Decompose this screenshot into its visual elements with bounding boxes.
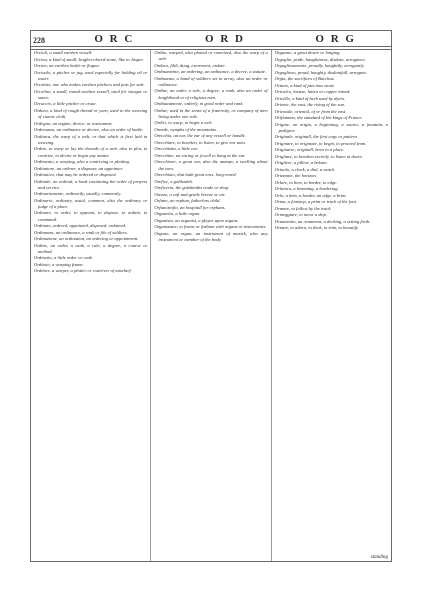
dictionary-entry: Origliere, a pillow, a bolster. xyxy=(274,160,328,166)
dictionary-entry: Orma, a footstep, a print or track of the foot. xyxy=(274,199,358,205)
dictionary-entry: Orientale, oriental, of or from the east. xyxy=(274,108,347,114)
dictionary-entry: Orgia, the sacrifices of Bacchus. xyxy=(274,76,335,81)
dictionary-entry: Ordinale, an ordinal, a book containing the order of prayers and service. xyxy=(34,178,148,190)
dictionary-entry: Oreade, nymphs of the mountains. xyxy=(154,126,218,132)
dictionary-entry: Ordinanza, an ordinance, a rank or file of soldiers. xyxy=(34,229,128,235)
dictionary-entry: Orcolino, a small, round earthen vessell, used for vinegar or sauce. xyxy=(34,88,148,100)
dictionary-entry: Ordito, warped, also plotted or contrived, also the warp of a web. xyxy=(154,50,268,62)
dictionary-entry: Orfanotrofio, an hospitall for orphans. xyxy=(154,204,226,210)
dictionary-entry: Oricalco, brasse, latten or copper mixed. xyxy=(274,89,351,94)
dictionary-column-1 xyxy=(31,50,150,561)
dictionary-entry: Ordinare, to order, to appoint, to dispose, to ordain, to command. xyxy=(34,210,148,222)
dictionary-entry: Ornamento, an ornament, a decking, a setting forth. xyxy=(274,218,371,224)
dictionary-entry: Ordinanza, a band of soldiers set in array, also an order or ordinance. xyxy=(154,75,268,87)
dictionary-entry: Oriano, a kind of precious stone. xyxy=(274,82,336,88)
dictionary-entry: Orcuccio, a little pitcher or cruse. xyxy=(34,101,97,107)
dictionary-entry: Ordine, used in the sense of a fraternity, or company of men living under one rule. xyxy=(154,107,268,119)
dictionary-entry: Orlatura, a hemming, a bordering. xyxy=(274,186,339,192)
dictionary-column-2 xyxy=(150,50,270,561)
dictionary-entry: Orecchiuto, that hath great ears, long-eared. xyxy=(154,172,237,178)
dictionary-entry: Orcioli, a small earthen vessell. xyxy=(34,50,93,55)
dictionary-entry: Orecchiare, to hearken, to listen, to give ear unto. xyxy=(154,139,247,145)
dictionary-entry: Orditoio, a warping frame. xyxy=(34,261,84,267)
dictionary-entry: Orditura, the warp of a web, or that which is first laid in weaving. xyxy=(34,133,148,145)
dictionary-column-3 xyxy=(271,50,391,561)
dictionary-entry: Orlare, to hem, to border, to edge. xyxy=(274,179,338,185)
dictionary-entry: Ordinetto, a little order or rank. xyxy=(34,255,93,261)
dictionary-entry: Organizzare, to frame or fashion with organs or instruments. xyxy=(154,224,267,230)
dictionary-entry: Organo, an organ, an instrument of musick, also any instrument or member of the body. xyxy=(154,230,268,242)
dictionary-entry: Orecchia, an ear, the ear of any vessell or handle. xyxy=(154,133,247,139)
dictionary-entry: Orgoglioso, proud, haughty, disdainfull, arrogant. xyxy=(274,69,367,75)
dictionary-entry: Ordinamento, an ordering, an ordinance, a decree, a statute. xyxy=(154,69,267,75)
dictionary-entry: Originare, to originate, to begin, to proceed from. xyxy=(274,140,367,146)
dictionary-entry: Ordinato, ordered, appointed, disposed, ordained. xyxy=(34,223,127,229)
dictionary-entry: Ordine, an order, a rank, a rule, a degree, a course or method. xyxy=(34,242,148,254)
dictionary-entry: Ordinazione, an ordination, an ordering or appointment. xyxy=(34,236,139,242)
dictionary-entry: Ormeggiare, to moor a ship. xyxy=(274,212,328,218)
dictionary-entry: Orizzonte, the horizon. xyxy=(274,173,317,179)
dictionary-entry: Ordiri, to warp, to begin a web. xyxy=(154,120,213,126)
page-number: 228 xyxy=(33,36,45,45)
catchword: standing xyxy=(370,555,388,560)
dictionary-page xyxy=(30,30,392,562)
dictionary-entry: Ordura, filth, dung, excrement, ordure. xyxy=(154,62,226,68)
dictionary-entry: Originale, originall, the first copy or pattern. xyxy=(274,134,358,140)
dictionary-entry: Ordinatore, an orderer, a disposer, an appointer. xyxy=(34,165,123,171)
dictionary-entry: Orezzo, a soft and gentle breeze or air. xyxy=(154,191,226,197)
dictionary-entry: Ordinariamente, ordinarily, usually, commonly. xyxy=(34,191,122,197)
dictionary-entry: Ordire, to warp or lay the threads of a web, also to plot, to contrive, to devise or begin any matter. xyxy=(34,146,148,158)
dictionary-entry: Ordinativo, that may be ordered or disposed. xyxy=(34,172,117,178)
page-header xyxy=(31,31,391,45)
dictionary-entry: Orgogliosamente, proudly, haughtily, arrogantly. xyxy=(274,63,365,68)
dictionary-entry: Orcina, a kind of small, bright-colored stone, like to Jasper. xyxy=(34,56,144,62)
dictionary-entry: Orecchione, a great ear, also the mumps, a swelling about the ears. xyxy=(154,159,268,171)
dictionary-entry: Ordimento, a warping, also a contriving or plotting. xyxy=(34,159,131,165)
dictionary-entry: Organista, an organist, a player upon organs. xyxy=(154,217,239,223)
dictionary-entry: Ormare, to follow by the track. xyxy=(274,205,332,211)
dictionary-entry: Orlo, a hem, a border, an edge, a brim. xyxy=(274,192,347,198)
dictionary-entry: Origine, an origin, a beginning, a source, a fountain, a pedigree. xyxy=(274,121,388,133)
dictionary-entry: Origliare, to hearken secretly, to listen at doors. xyxy=(274,153,364,159)
dictionary-entry: Orecchietta, a little ear. xyxy=(154,146,198,152)
dictionary-entry: Organetto, a little organ. xyxy=(154,211,201,217)
dictionary-entry: Oriuolo, a clock, a dial, a watch. xyxy=(274,166,336,172)
running-headword-3: O R G xyxy=(315,33,356,45)
dictionary-entry: Orditore, a warper, a plotter or contriver of mischief. xyxy=(34,268,132,274)
dictionary-entry: Ordinario, ordinary, usual, common, also the ordinary or judge of a place. xyxy=(34,197,148,209)
running-headword-2: O R D xyxy=(205,33,245,45)
dictionary-entry: Originario, originall, born in a place. xyxy=(274,147,345,153)
dictionary-entry: Orfano, an orphan, fatherless child. xyxy=(154,198,221,204)
dictionary-entry: Orefice, a goldsmith. xyxy=(154,178,193,184)
dictionary-entry: Orcolaio, one who makes earthen pitchers and pots for sale. xyxy=(34,82,145,88)
dictionary-entry: Oricello, a kind of herb used by dyers. xyxy=(274,95,346,101)
dictionary-entry: Ordine, an order, a rule, a degree, a rank, also an order of knighthood or of religious men. xyxy=(154,88,268,100)
dictionary-entry: Oriente, the east, the rising of the sun. xyxy=(274,102,346,107)
dictionary-entry: Ordinatamente, orderly, in good order and rank. xyxy=(154,101,244,107)
columns-container xyxy=(31,50,391,561)
dictionary-entry: Orcino, an earthen bottle or flagon. xyxy=(34,63,100,68)
dictionary-entry: Ornare, to adorn, to deck, to trim, to beautify. xyxy=(274,225,359,231)
dictionary-entry: Orgasmo, a great desire or longing. xyxy=(274,50,341,55)
dictionary-entry: Orciuolo, a pitcher or jug, used especially for holding oil or water. xyxy=(34,69,148,81)
dictionary-entry: Oreficeria, the goldsmiths trade or shop. xyxy=(154,185,230,191)
dictionary-entry: Ordenanza, an ordinance or decree, also an order of battle. xyxy=(34,127,144,133)
running-headword-1: O R C xyxy=(94,33,135,45)
dictionary-entry: Ordegno, an engine, device, or instrument. xyxy=(34,120,113,126)
dictionary-entry: Orecchino, an earing or jewell to hang at the ear. xyxy=(154,152,246,158)
dictionary-entry: Ordura, a kind of rough thread or yarn, used in the weaving of coarse cloth. xyxy=(34,107,148,120)
dictionary-entry: Orgoglio, pride, haughtiness, disdain, arrogance. xyxy=(274,56,366,62)
dictionary-entry: Orifiamma, the standard of the kings of France. xyxy=(274,115,363,120)
